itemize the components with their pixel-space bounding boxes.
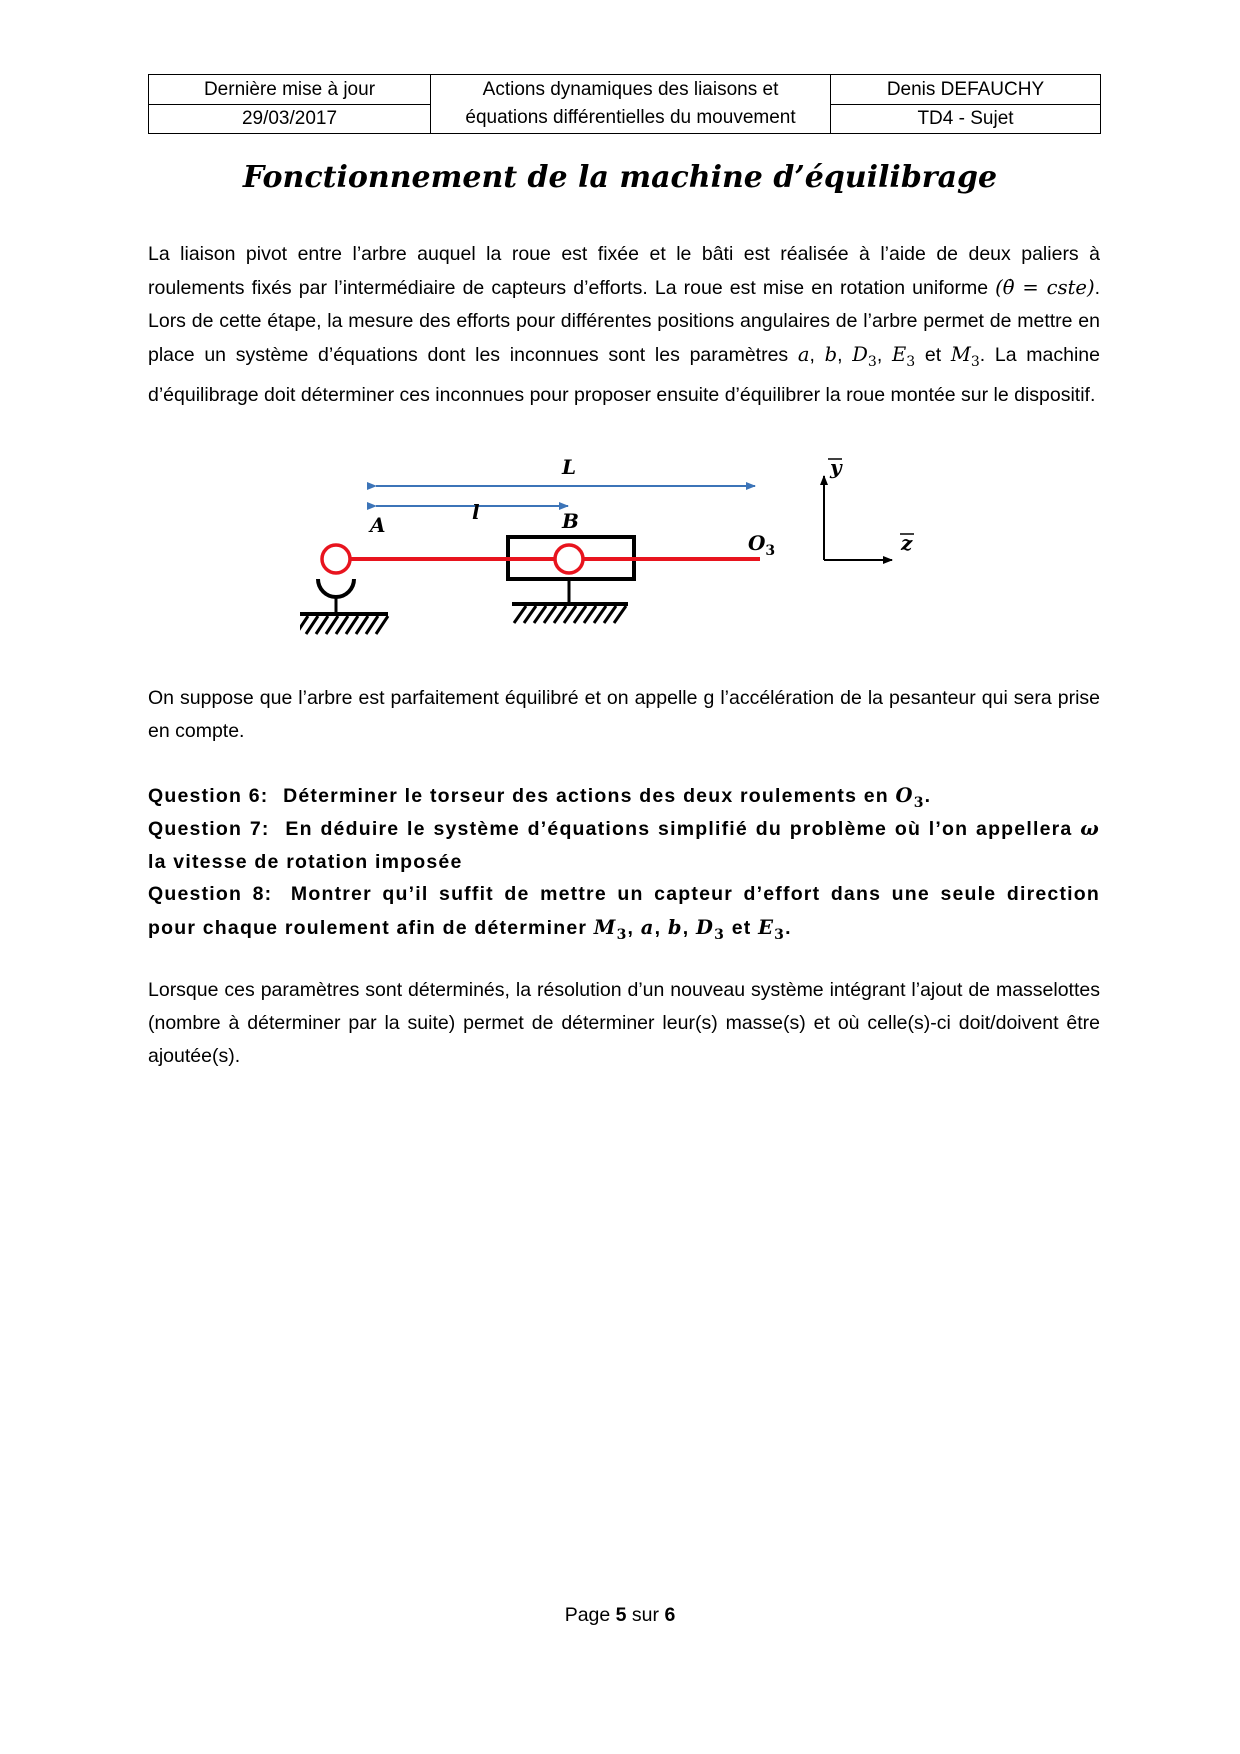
label-L: L — [562, 455, 577, 479]
intro-text-1: La liaison pivot entre l’arbre auquel la roue est fixée et le bâti est réalisée à l’aide de deux paliers à roulements fixés par l’intermédiaire de capteurs d’efforts. La roue est mise en rotation uniforme — [148, 243, 1100, 299]
intro-paragraph — [148, 238, 1100, 412]
param-E: E — [891, 343, 907, 366]
q7-end: la vitesse de rotation imposée — [148, 851, 463, 873]
balancing-machine-diagram — [300, 448, 940, 648]
joint-B — [555, 545, 583, 573]
param-b: b — [824, 343, 838, 366]
label-O: O — [748, 531, 766, 555]
ball-joint-cup — [318, 579, 354, 597]
q8-label: Question 8: — [148, 883, 273, 905]
q8-E3 — [758, 916, 786, 943]
footer-page-number: 5 — [615, 1604, 627, 1626]
axis-y-label: y — [830, 455, 842, 479]
q8-E: E — [758, 916, 775, 939]
label-l: l — [472, 500, 480, 524]
param-D: D — [852, 343, 868, 366]
param-D3 — [852, 343, 877, 370]
q8-b: b — [667, 916, 683, 939]
footer-page-total: 6 — [664, 1604, 676, 1626]
q8-end: . — [785, 917, 792, 939]
intro-formula: (θ̇ = cste) — [995, 276, 1095, 299]
q8-M3 — [593, 916, 628, 943]
course-title — [431, 75, 831, 134]
update-label: Dernière mise à jour — [149, 75, 431, 105]
closing-paragraph: Lorsque ces paramètres sont déterminés, la résolution d’un nouveau système intégrant l’ajout de masselottes (nombre à déterminer par la suite) permet de déterminer leur(s) masse(s) et où celle(s)-ci doit/doivent être ajoutée(s). — [148, 979, 1100, 1067]
sep: , — [809, 344, 825, 366]
subscript: 3 — [774, 926, 786, 943]
assumption-paragraph: On suppose que l’arbre est parfaitement équilibré et on appelle g l’accélération de la pesanteur qui sera prise en compte. — [148, 687, 1100, 742]
sep: , — [876, 344, 892, 366]
axis-z-label: z — [901, 531, 913, 555]
q8-D: D — [695, 916, 715, 939]
param-E3 — [891, 343, 916, 370]
sep: , — [682, 917, 696, 939]
subscript: 3 — [616, 926, 628, 943]
sep: , — [654, 917, 668, 939]
doc-id: TD4 - Sujet — [831, 104, 1101, 134]
and-word: et — [725, 917, 759, 939]
and-word: et — [915, 344, 951, 366]
ground-a-hatch — [300, 616, 388, 634]
q8-text: Montrer qu’il suffit de mettre un capteur d’effort dans une seule direction pour chaque roulement afin de déterminer — [148, 883, 1100, 939]
footer-of-word: sur — [626, 1604, 665, 1626]
subscript: 3 — [714, 926, 726, 943]
q8-a: a — [640, 916, 655, 939]
question-8 — [148, 878, 1100, 952]
joint-A — [322, 545, 350, 573]
label-O-sub: 3 — [765, 543, 776, 559]
page-title: Fonctionnement de la machine d’équilibrage — [242, 160, 998, 195]
course-title-line2: équations différentielles du mouvement — [465, 107, 796, 128]
q7-omega: ω — [1080, 817, 1100, 840]
q6-text: Déterminer le torseur des actions des deux roulements en — [283, 785, 896, 807]
q6-point-letter: O — [895, 784, 914, 807]
subscript: 3 — [970, 353, 980, 370]
param-M3 — [950, 343, 980, 370]
header-table — [148, 74, 1101, 134]
page-footer — [0, 1604, 1240, 1627]
question-7 — [148, 812, 1100, 879]
q7-label: Question 7: — [148, 818, 270, 840]
label-O3 — [748, 531, 775, 559]
author: Denis DEFAUCHY — [831, 75, 1101, 105]
q6-label: Question 6: — [148, 785, 269, 807]
intro-text-3: . La machine d’équilibrage doit déterminer ces inconnues pour proposer ensuite d’équilibrer la roue montée sur le dispositif. — [148, 344, 1100, 406]
q8-D3 — [695, 916, 726, 943]
q6-end: . — [924, 785, 932, 807]
subscript: 3 — [867, 353, 877, 370]
subscript: 3 — [906, 353, 916, 370]
update-date: 29/03/2017 — [149, 104, 431, 134]
course-title-line1: Actions dynamiques des liaisons et — [482, 79, 779, 100]
param-M: M — [950, 343, 971, 366]
q7-text: En déduire le système d’équations simplifié du problème où l’on appellera — [285, 818, 1081, 840]
q6-point — [895, 784, 925, 811]
intro-text-2: . Lors de cette étape, la mesure des efforts pour différentes positions angulaires de l’arbre permet de mettre en place un système d’équations dont les inconnues sont les paramètres — [148, 277, 1100, 366]
subscript: 3 — [913, 794, 925, 811]
sep: , — [627, 917, 641, 939]
param-a: a — [797, 343, 810, 366]
label-B: B — [562, 509, 579, 533]
label-A: A — [370, 513, 386, 537]
q8-M: M — [593, 916, 617, 939]
ground-b-hatch — [514, 606, 626, 623]
footer-page-word: Page — [564, 1604, 616, 1626]
sep: , — [837, 344, 853, 366]
